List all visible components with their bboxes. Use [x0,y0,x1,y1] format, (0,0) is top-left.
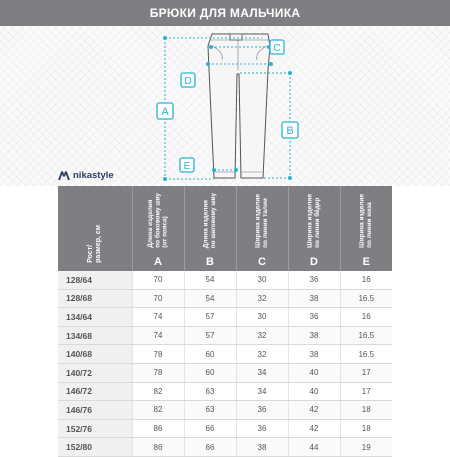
value-cell: 36 [236,401,288,420]
value-cell: 40 [288,363,340,382]
column-header-a [132,186,184,252]
value-cell: 60 [184,345,236,364]
value-cell: 86 [132,419,184,438]
column-header-e [340,186,392,252]
value-cell: 38 [288,345,340,364]
table-row [58,363,392,382]
page-title-text: БРЮКИ ДЛЯ МАЛЬЧИКА [149,6,301,20]
value-cell: 63 [184,382,236,401]
value-cell: 30 [236,271,288,289]
dim-e-right-dot [234,168,238,172]
value-cell: 74 [132,326,184,345]
size-column-header [58,186,132,271]
value-cell: 44 [288,438,340,457]
value-cell: 16 [340,271,392,289]
marker-b [282,122,298,138]
size-cell: 140/68 [58,345,132,364]
size-cell: 128/68 [58,289,132,308]
marker-a [157,103,173,119]
brand-logo-icon [58,171,70,181]
column-header-d [288,186,340,252]
table-header-row [58,186,392,252]
marker-b-label: B [286,125,294,137]
value-cell: 57 [184,326,236,345]
value-cell: 36 [288,271,340,289]
table-row [58,289,392,308]
table-row [58,326,392,345]
marker-c-label: C [273,43,281,54]
table-row [58,271,392,289]
marker-d [181,73,195,87]
column-header-b [184,186,236,252]
marker-e [180,158,194,172]
value-cell: 78 [132,345,184,364]
table-row [58,438,392,457]
table-row [58,419,392,438]
brand-logo [58,170,114,181]
value-cell: 16.5 [340,326,392,345]
value-cell: 19 [340,438,392,457]
column-letter-e: E [340,252,392,271]
size-cell: 152/80 [58,438,132,457]
value-cell: 36 [288,308,340,327]
pants-diagram [0,0,450,186]
value-cell: 32 [236,345,288,364]
value-cell: 18 [340,419,392,438]
brand-name: nikastyle [73,170,114,181]
belt-buckle [230,34,242,40]
value-cell: 66 [184,419,236,438]
column-header-c-text: Ширина изделия по линии талии [254,194,269,248]
value-cell: 54 [184,271,236,289]
value-cell: 42 [288,401,340,420]
dim-b-bottom-dot [288,176,292,180]
dim-d-right-dot [269,62,273,66]
column-header-d-text: Ширина изделия по линии бёдер [306,194,321,248]
size-cell: 152/76 [58,419,132,438]
column-header-c [236,186,288,252]
marker-c [270,40,284,54]
value-cell: 54 [184,289,236,308]
value-cell: 38 [236,438,288,457]
value-cell: 16 [340,308,392,327]
value-cell: 74 [132,308,184,327]
value-cell: 82 [132,382,184,401]
value-cell: 32 [236,289,288,308]
column-header-e-text: Ширина изделия по линии низа [358,194,374,248]
value-cell: 34 [236,382,288,401]
size-cell: 146/72 [58,382,132,401]
value-cell: 36 [236,419,288,438]
value-cell: 17 [340,382,392,401]
value-cell: 82 [132,401,184,420]
dim-b-top-dot [288,71,292,75]
column-letter-c: C [236,252,288,271]
value-cell: 38 [288,326,340,345]
marker-e-label: E [183,161,191,172]
size-table [58,186,392,453]
value-cell: 40 [288,382,340,401]
value-cell: 78 [132,363,184,382]
value-cell: 18 [340,401,392,420]
dim-e-left-dot [212,168,216,172]
value-cell: 63 [184,401,236,420]
value-cell: 66 [184,438,236,457]
value-cell: 57 [184,308,236,327]
dim-c-left-dot [209,45,213,49]
dim-d-left-dot [206,62,210,66]
value-cell: 38 [288,289,340,308]
column-header-b-text: Длина изделия по шаговому шву [202,192,217,248]
marker-a-label: A [161,106,169,118]
column-letter-d: D [288,252,340,271]
column-letter-b: B [184,252,236,271]
dim-a-top-dot [163,36,167,40]
size-cell: 140/72 [58,363,132,382]
value-cell: 16.5 [340,345,392,364]
marker-d-label: D [184,76,192,87]
column-header-a-text: Длина изделия по боковому шву (от пояса) [146,193,169,248]
value-cell: 32 [236,326,288,345]
value-cell: 34 [236,363,288,382]
value-cell: 70 [132,271,184,289]
value-cell: 60 [184,363,236,382]
table-row [58,308,392,327]
size-cell: 134/68 [58,326,132,345]
size-cell: 146/76 [58,401,132,420]
value-cell: 42 [288,419,340,438]
table-row [58,382,392,401]
table-row [58,345,392,364]
value-cell: 86 [132,438,184,457]
value-cell: 70 [132,289,184,308]
dim-a-bottom-dot [163,177,167,181]
value-cell: 17 [340,363,392,382]
table-row [58,401,392,420]
value-cell: 16.5 [340,289,392,308]
size-cell: 134/64 [58,308,132,327]
size-cell: 128/64 [58,271,132,289]
pants-outline [208,34,270,178]
size-column-header-text: Рост/ размер, см [86,225,102,263]
column-letter-a: A [132,252,184,271]
value-cell: 30 [236,308,288,327]
